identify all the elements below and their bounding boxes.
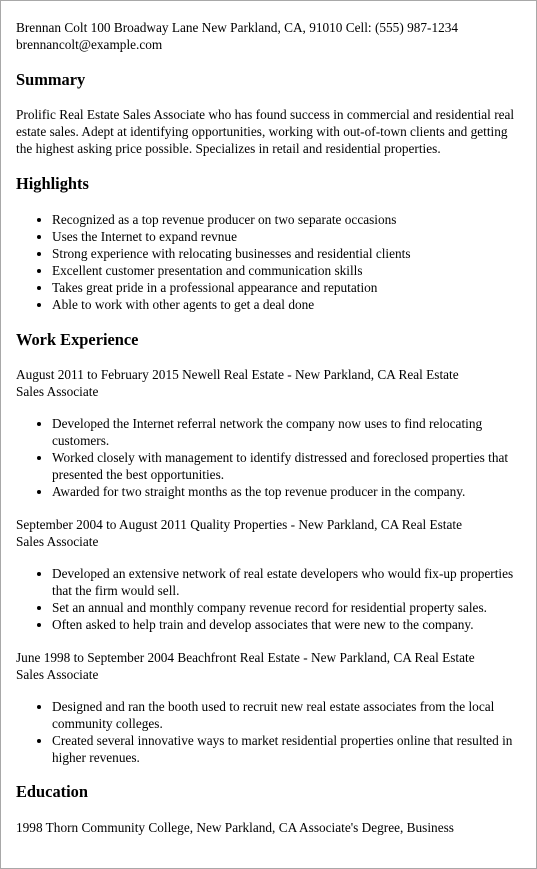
highlight-item: • Recognized as a top revenue producer on two separate occasions	[52, 211, 526, 228]
job-bullet: • Created several innovative ways to market residential properties online that resulted in higher revenues.	[52, 732, 526, 766]
job-title: Sales Associate	[16, 384, 99, 399]
job-header	[16, 366, 526, 400]
contact-line: Brennan Colt 100 Broadway Lane New Parkland, CA, 91010 Cell: (555) 987-1234	[16, 20, 459, 35]
highlight-item: • Uses the Internet to expand revnue	[52, 228, 526, 245]
resume-content	[16, 19, 526, 836]
education-heading: Education	[16, 782, 88, 801]
job-bullet: • Set an annual and monthly company revenue record for residential property sales.	[52, 599, 526, 616]
highlight-item: • Excellent customer presentation and communication skills	[52, 262, 526, 279]
highlight-item: • Strong experience with relocating businesses and residential clients	[52, 245, 526, 262]
job-header	[16, 649, 526, 683]
highlight-item: • Able to work with other agents to get a deal done	[52, 296, 526, 313]
job-bullet: • Awarded for two straight months as the top revenue producer in the company.	[52, 483, 526, 500]
job-bullets	[16, 565, 526, 633]
summary-text: Prolific Real Estate Sales Associate who has found success in commercial and residential real estate sales. Adept at identifying opportunities, working with out-of-town clients and getting the highest asking price possible. Specializes in retail and residential properties.	[16, 107, 515, 156]
job-bullet: • Often asked to help train and develop associates that were new to the company.	[52, 616, 526, 633]
highlights-heading: Highlights	[16, 174, 89, 193]
job-bullet: • Developed an extensive network of real estate developers who would fix-up properties that the firm would sell.	[52, 565, 526, 599]
job-title: Sales Associate	[16, 667, 99, 682]
highlights-list	[16, 211, 526, 313]
work-experience-heading: Work Experience	[16, 330, 139, 349]
job-bullet: • Developed the Internet referral network the company now uses to find relocating customers.	[52, 415, 526, 449]
job-bullets	[16, 415, 526, 500]
education-text: 1998 Thorn Community College, New Parkland, CA Associate's Degree, Business	[16, 820, 454, 835]
contact-block	[16, 19, 526, 53]
job-header-line: August 2011 to February 2015 Newell Real Estate - New Parkland, CA Real Estate	[16, 367, 459, 382]
summary-heading: Summary	[16, 70, 86, 89]
job-bullet: • Designed and ran the booth used to recruit new real estate associates from the local community colleges.	[52, 698, 526, 732]
highlight-item: • Takes great pride in a professional appearance and reputation	[52, 279, 526, 296]
contact-email: brennancolt@example.com	[16, 37, 163, 52]
job-header-line: June 1998 to September 2004 Beachfront Real Estate - New Parkland, CA Real Estate	[16, 650, 475, 665]
job-header	[16, 516, 526, 550]
job-title: Sales Associate	[16, 534, 99, 549]
job-bullets	[16, 698, 526, 766]
job-bullet: • Worked closely with management to identify distressed and foreclosed properties that presented the best opportunities.	[52, 449, 526, 483]
job-header-line: September 2004 to August 2011 Quality Properties - New Parkland, CA Real Estate	[16, 517, 462, 532]
